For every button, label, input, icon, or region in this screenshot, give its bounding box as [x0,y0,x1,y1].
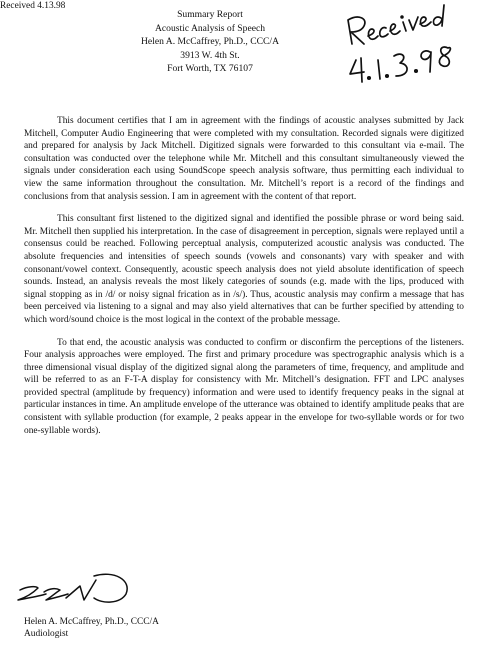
handwritten-signature [14,566,144,606]
letterhead [130,8,290,76]
received-stamp-handwriting [338,4,468,88]
signer-role: Audiologist [24,629,69,640]
signer-name: Helen A. McCaffrey, Ph.D., CCC/A [24,617,159,627]
body-text [24,115,464,447]
signature-block [24,616,159,641]
address-street: 3913 W. 4th St. [180,49,240,61]
report-title: Summary Report [177,9,243,20]
paragraph-certification: This document certifies that I am in agreement with the findings of acoustic analyses submitted by Jack Mitchell, Computer Audio Engineering that were completed with my consultation. Recorded signals were digitized and prepared for analysis by Jack Mitchell. Digitized signals were forwarded to this consultant via e-mail. The consultation was conducted over the telephone while Mr. Mitchell and this consultant simultaneously viewed the signals under consideration each using SoundScope speech analysis software, thus permitting each individual to view the same information throughout the consultation. Mr. Mitchell’s report is a record of the findings and conclusions from that analysis session. I am in agreement with the content of that report. [24,116,464,202]
paragraph-procedures: To that end, the acoustic analysis was conducted to confirm or disconfirm the perceptions of the listeners. Four analysis approaches were employed. The first and primary procedure was spectrographic analysis which is a three dimensional visual display of the digitized signal along the parameters of time, frequency, and amplitude and will be referred to as an F-T-A display for consistency with Mr. Mitchell’s designation. FFT and LPC analyses provided spectral (amplitude by frequency) information and were used to identify frequency peaks in the signal at particular instances in time. An amplitude envelope of the utterance was obtained to identify amplitude peaks that are consistent with syllable production (for example, 2 peaks appear in the envelope for two-syllable words or for two one-syllable words). [24,337,464,436]
address-city: Fort Worth, TX 76107 [167,63,253,75]
author-name: Helen A. McCaffrey, Ph.D., CCC/A [140,36,280,48]
paragraph-method: This consultant first listened to the digitized signal and identified the possible phrase or word being said. Mr. Mitchell then supplied his interpretation. In the case of disagreement in perception, signals were replayed until a consensus could be reached. Following perceptual analysis, computerized acoustic analysis was conducted. The absolute frequencies and intensities of speech sounds (vowels and consonants) vary with speaker and with consonant/vowel context. Consequently, acoustic speech analysis does not yield absolute identification of speech sounds. Instead, an analysis reveals the most likely categories of sounds (e.g. made with the lips, produced with signal stopping as in /d/ or noisy signal frication as in /s/). Thus, acoustic analysis may confirm a message that has been perceived via listening to a signal and may also yield alternatives that can be further specified by attending to which word/sound choice is the most logical in the context of the probable message. [24,214,464,325]
report-subtitle: Acoustic Analysis of Speech [154,22,266,34]
document-page: Summary Report Acoustic Analysis of Speech Helen A. McCaffrey, Ph.D., CCC/A 3913 W. 4th St. Fort Worth, TX 76107 Received 4.13.98 This document certifies that I am in agreement with the findings of acoustic analyses submitted by Jack Mitchell, Computer Audio Engineering that were completed with my consultation. Recorded signals were digitized and prepared for analysis by Jack Mitchell. Digitized signals were forwarded to this consultant via e-mail. The consultation was conducted over the telephone while Mr. Mitchell and this consultant simultaneously viewed the signals under consideration each using SoundScope speech analysis software, thus permitting each individual to view the same information throughout the consultation. Mr. Mitchell’s report is a record of the findings and conclusions from that analysis session. I am in agreement with the content of that report. This consultant first listened to the digitized signal and identified the possible phrase or word being said. Mr. Mitchell then supplied his interpretation. In the case of disagreement in perception, signals were replayed until a consensus could be reached. Following perceptual analysis, computerized acoustic analysis was conducted. The absolute frequencies and intensities of speech sounds (vowels and consonants) vary with speaker and with consonant/vowel context. Consequently, acoustic speech analysis does not yield absolute identification of speech sounds. Instead, an analysis reveals the most likely categories of sounds (e.g. made with the lips, produced with signal stopping as in /d/ or noisy signal frication as in /s/). Thus, acoustic analysis may confirm a message that has been perceived via listening to a signal and may also yield alternatives that can be further specified by attending to which word/sound choice is the most logical in the context of the probable message. To that end, the acoustic analysis was conducted to confirm or disconfirm the perceptions of the listeners. Four analysis approaches were employed. The first and primary procedure was spectrographic analysis which is a three dimensional visual display of the digitized signal along the parameters of time, frequency, and amplitude and will be referred to as an F-T-A display for consistency with Mr. Mitchell’s designation. FFT and LPC analyses provided spectral (amplitude by frequency) information and were used to identify frequency peaks in the signal at particular instances in time. An amplitude envelope of the utterance was obtained to identify amplitude peaks that are consistent with syllable production (for example, 2 peaks appear in the envelope for two-syllable words or for two one-syllable words). Helen A. McCaffrey, Ph.D., CCC/A Audiologist [0,0,480,646]
